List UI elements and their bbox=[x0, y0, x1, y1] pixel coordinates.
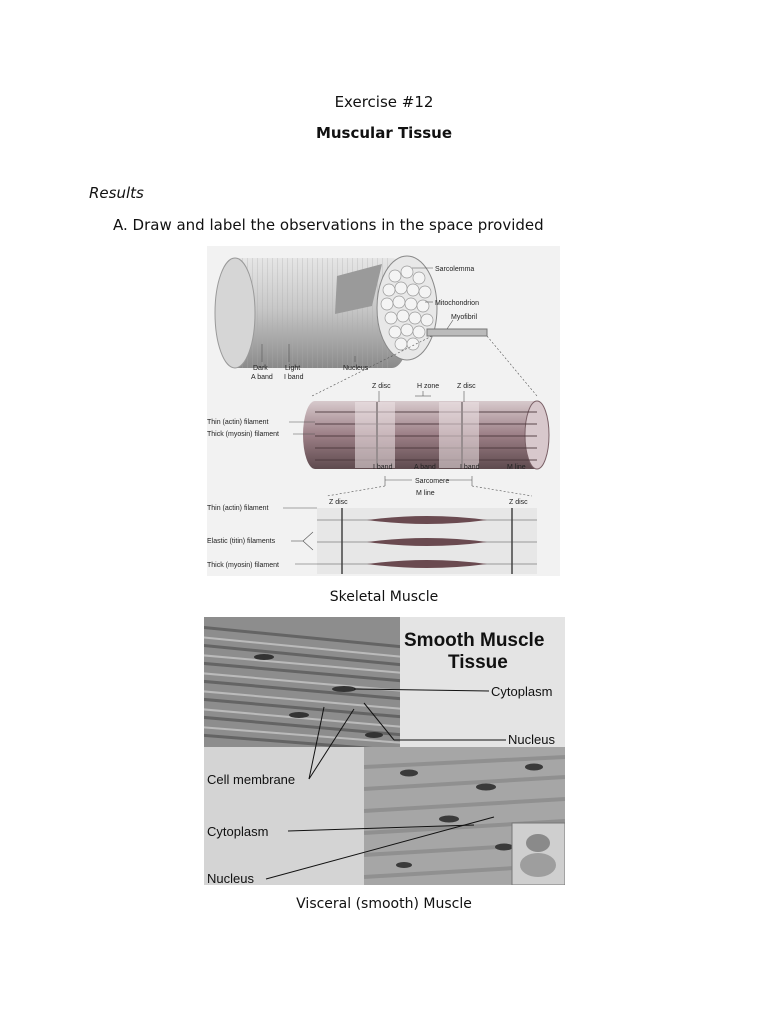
smooth-title-line2: Tissue bbox=[448, 652, 508, 673]
label-a-band: A band bbox=[414, 464, 436, 471]
label-z-disc-4: Z disc bbox=[509, 499, 528, 506]
label-m-line-1: M line bbox=[507, 464, 526, 471]
label-dark: Dark bbox=[253, 365, 268, 372]
label-light: Light bbox=[285, 365, 301, 372]
skeletal-muscle-diagram bbox=[207, 246, 560, 576]
smooth-caption: Visceral (smooth) Muscle bbox=[296, 896, 472, 912]
instruction-text: A. Draw and label the observations in the space provided bbox=[113, 216, 544, 234]
label-thick-filament-1: Thick (myosin) filament bbox=[207, 431, 279, 438]
results-heading: Results bbox=[89, 184, 144, 202]
micrograph-top-left bbox=[204, 617, 404, 751]
label-z-disc-2: Z disc bbox=[457, 383, 476, 390]
label-z-disc-1: Z disc bbox=[372, 383, 391, 390]
label-myofibril: Myofibril bbox=[451, 314, 478, 321]
page-title: Muscular Tissue bbox=[315, 124, 453, 142]
label-z-disc-3: Z disc bbox=[329, 499, 348, 506]
exercise-number: Exercise #12 bbox=[334, 93, 434, 111]
smooth-title-line1: Smooth Muscle bbox=[404, 630, 545, 651]
label-i-band-top: I band bbox=[284, 374, 304, 381]
single-myofibril bbox=[427, 329, 487, 336]
skeletal-muscle-figure bbox=[207, 246, 560, 576]
label-sarcolemma: Sarcolemma bbox=[435, 266, 475, 273]
label-cytoplasm-right: Cytoplasm bbox=[491, 684, 553, 699]
filament-detail bbox=[317, 508, 537, 574]
smooth-muscle-diagram bbox=[204, 617, 565, 885]
label-nucleus-top: Nucleus bbox=[343, 365, 369, 372]
label-cytoplasm-left: Cytoplasm bbox=[207, 824, 269, 839]
label-i-band-2: I band bbox=[460, 464, 480, 471]
label-mitochondrion: Mitochondrion bbox=[435, 300, 479, 307]
label-i-band-1: I band bbox=[373, 464, 393, 471]
label-elastic-filaments: Elastic (titin) filaments bbox=[207, 538, 276, 545]
smooth-muscle-figure bbox=[204, 617, 565, 885]
label-thick-filament-2: Thick (myosin) filament bbox=[207, 562, 279, 569]
label-m-line-2: M line bbox=[416, 490, 435, 497]
label-thin-filament-2: Thin (actin) filament bbox=[207, 505, 269, 512]
skeletal-caption: Skeletal Muscle bbox=[329, 589, 439, 605]
label-thin-filament-1: Thin (actin) filament bbox=[207, 419, 269, 426]
enlarged-myofibril bbox=[303, 401, 549, 469]
micrograph-bottom-right bbox=[364, 747, 565, 885]
label-sarcomere: Sarcomere bbox=[415, 478, 450, 485]
label-nucleus-right: Nucleus bbox=[508, 732, 555, 747]
label-nucleus-left: Nucleus bbox=[207, 871, 254, 885]
label-cell-membrane: Cell membrane bbox=[207, 772, 296, 787]
label-h-zone: H zone bbox=[417, 383, 440, 390]
label-a-band-top: A band bbox=[251, 374, 273, 381]
